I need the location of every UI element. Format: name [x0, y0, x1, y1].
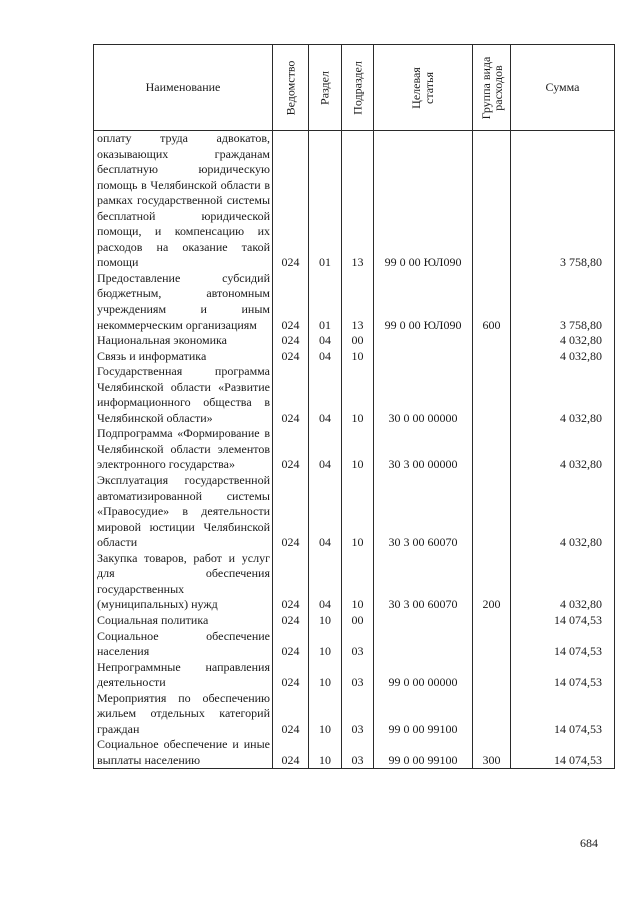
table-row [94, 629, 615, 660]
row-podrazdel-cell: 13 [342, 271, 374, 333]
row-razdel-cell: 01 [309, 271, 342, 333]
header-celevaya-statya: Целевая статья [409, 66, 436, 109]
row-celevaya-statya-cell: 99 0 00 00000 [374, 660, 473, 691]
row-gruppa-cell: 200 [473, 551, 511, 613]
table-row [94, 333, 615, 349]
table-row [94, 473, 615, 551]
row-celevaya-statya-cell: 99 0 00 99100 [374, 691, 473, 738]
row-gruppa-cell [473, 613, 511, 629]
row-summa-cell: 4 032,80 [511, 333, 615, 349]
table-row [94, 737, 615, 769]
row-summa-cell: 14 074,53 [511, 737, 615, 769]
row-vedomstvo-cell: 024 [273, 613, 309, 629]
row-vedomstvo-cell: 024 [273, 426, 309, 473]
row-razdel-cell: 10 [309, 629, 342, 660]
row-celevaya-statya-cell: 30 3 00 60070 [374, 551, 473, 613]
row-vedomstvo-cell: 024 [273, 473, 309, 551]
row-celevaya-statya-cell [374, 629, 473, 660]
row-razdel-cell: 10 [309, 613, 342, 629]
row-celevaya-statya-cell: 99 0 00 ЮЛ090 [374, 271, 473, 333]
row-vedomstvo-cell: 024 [273, 333, 309, 349]
row-summa-cell: 4 032,80 [511, 349, 615, 365]
row-name-cell: Связь и информатика [94, 349, 273, 365]
row-name-cell: Предоставление субсидий бюджетным, автономным учреждениям и иным некоммерческим организациям [94, 271, 273, 333]
budget-table [93, 44, 615, 769]
row-summa-cell: 14 074,53 [511, 691, 615, 738]
row-podrazdel-cell: 10 [342, 473, 374, 551]
row-razdel-cell: 04 [309, 551, 342, 613]
table-row [94, 660, 615, 691]
row-celevaya-statya-cell [374, 613, 473, 629]
row-celevaya-statya-cell: 30 3 00 00000 [374, 426, 473, 473]
row-podrazdel-cell: 10 [342, 551, 374, 613]
table-header-row [94, 45, 615, 131]
header-podrazdel: Подраздел [350, 60, 364, 115]
header-vedomstvo: Ведомство [283, 60, 297, 115]
table-row [94, 271, 615, 333]
row-vedomstvo-cell: 024 [273, 364, 309, 426]
row-vedomstvo-cell: 024 [273, 660, 309, 691]
row-gruppa-cell: 600 [473, 271, 511, 333]
row-podrazdel-cell: 10 [342, 426, 374, 473]
page-number: 684 [580, 836, 598, 850]
row-name-cell: Эксплуатация государственной автоматизированной системы «Правосудие» в деятельности мировой юстиции Челябинской области [94, 473, 273, 551]
row-summa-cell: 4 032,80 [511, 426, 615, 473]
row-celevaya-statya-cell [374, 333, 473, 349]
header-vedomstvo-cell [273, 45, 309, 131]
table-row [94, 364, 615, 426]
row-podrazdel-cell: 13 [342, 131, 374, 271]
row-summa-cell: 14 074,53 [511, 629, 615, 660]
row-podrazdel-cell: 03 [342, 629, 374, 660]
row-summa-cell: 4 032,80 [511, 551, 615, 613]
row-vedomstvo-cell: 024 [273, 737, 309, 769]
row-razdel-cell: 10 [309, 737, 342, 769]
row-podrazdel-cell: 03 [342, 660, 374, 691]
row-gruppa-cell: 300 [473, 737, 511, 769]
row-vedomstvo-cell: 024 [273, 271, 309, 333]
table-body [94, 131, 615, 769]
row-razdel-cell: 10 [309, 660, 342, 691]
row-gruppa-cell [473, 660, 511, 691]
row-vedomstvo-cell: 024 [273, 551, 309, 613]
row-podrazdel-cell: 10 [342, 364, 374, 426]
table-row [94, 426, 615, 473]
row-name-cell: Государственная программа Челябинской области «Развитие информационного общества в Челябинской области» [94, 364, 273, 426]
table-row [94, 349, 615, 365]
row-summa-cell: 4 032,80 [511, 364, 615, 426]
row-gruppa-cell [473, 629, 511, 660]
table-row [94, 691, 615, 738]
row-razdel-cell: 04 [309, 333, 342, 349]
row-gruppa-cell [473, 691, 511, 738]
row-vedomstvo-cell: 024 [273, 691, 309, 738]
row-summa-cell: 14 074,53 [511, 613, 615, 629]
row-vedomstvo-cell: 024 [273, 349, 309, 365]
header-summa: Сумма [511, 45, 615, 131]
row-podrazdel-cell: 00 [342, 333, 374, 349]
row-podrazdel-cell: 03 [342, 737, 374, 769]
header-name: Наименование [94, 45, 273, 131]
row-celevaya-statya-cell: 30 3 00 60070 [374, 473, 473, 551]
header-razdel: Раздел [317, 70, 332, 105]
row-summa-cell: 3 758,80 [511, 271, 615, 333]
row-name-cell: Социальное обеспечение населения [94, 629, 273, 660]
table-row [94, 131, 615, 271]
row-razdel-cell: 04 [309, 349, 342, 365]
row-podrazdel-cell: 00 [342, 613, 374, 629]
row-celevaya-statya-cell: 99 0 00 99100 [374, 737, 473, 769]
row-vedomstvo-cell: 024 [273, 629, 309, 660]
row-name-cell: Закупка товаров, работ и услуг для обеспечения государственных (муниципальных) нужд [94, 551, 273, 613]
row-summa-cell: 4 032,80 [511, 473, 615, 551]
row-razdel-cell: 04 [309, 473, 342, 551]
row-name-cell: Подпрограмма «Формирование в Челябинской области элементов электронного государства» [94, 426, 273, 473]
row-razdel-cell: 01 [309, 131, 342, 271]
row-name-cell: Национальная экономика [94, 333, 273, 349]
row-celevaya-statya-cell: 99 0 00 ЮЛ090 [374, 131, 473, 271]
row-vedomstvo-cell: 024 [273, 131, 309, 271]
row-gruppa-cell [473, 473, 511, 551]
row-name-cell: Мероприятия по обеспечению жильем отдельных категорий граждан [94, 691, 273, 738]
header-podrazdel-cell [342, 45, 374, 131]
row-celevaya-statya-cell [374, 349, 473, 365]
row-celevaya-statya-cell: 30 0 00 00000 [374, 364, 473, 426]
row-gruppa-cell [473, 426, 511, 473]
row-razdel-cell: 04 [309, 364, 342, 426]
row-razdel-cell: 04 [309, 426, 342, 473]
row-podrazdel-cell: 03 [342, 691, 374, 738]
header-gruppa-vida-rashodov: Группа вида расходов [478, 56, 505, 119]
table-row [94, 613, 615, 629]
row-gruppa-cell [473, 131, 511, 271]
row-razdel-cell: 10 [309, 691, 342, 738]
header-razdel-cell [309, 45, 342, 131]
row-name-cell: Социальная политика [94, 613, 273, 629]
row-name-cell: Социальное обеспечение и иные выплаты населению [94, 737, 273, 769]
row-summa-cell: 3 758,80 [511, 131, 615, 271]
row-summa-cell: 14 074,53 [511, 660, 615, 691]
row-name-cell: оплату труда адвокатов, оказывающих гражданам бесплатную юридическую помощь в Челябинской области в рамках государственной системы бесплатной юридической помощи, и компенсацию их расходов на оказание такой помощи [94, 131, 273, 271]
row-gruppa-cell [473, 349, 511, 365]
header-celevaya-cell [374, 45, 473, 131]
row-name-cell: Непрограммные направления деятельности [94, 660, 273, 691]
row-podrazdel-cell: 10 [342, 349, 374, 365]
header-gruppa-cell [473, 45, 511, 131]
table-row [94, 551, 615, 613]
row-gruppa-cell [473, 364, 511, 426]
row-gruppa-cell [473, 333, 511, 349]
